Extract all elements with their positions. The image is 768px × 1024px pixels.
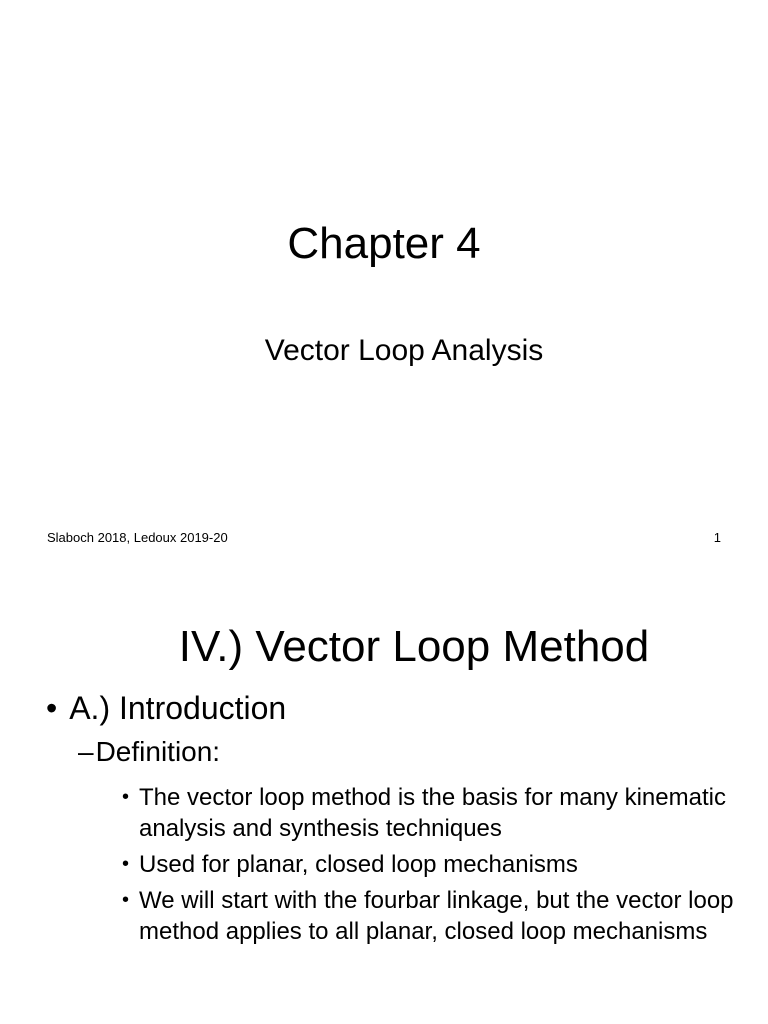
bullet-marker: • [122,786,130,808]
list-item-text: Used for planar, closed loop mechanisms [139,851,578,878]
bullet-marker: • [122,889,130,911]
bullet-text: Definition: [95,736,221,767]
footer-credit: Slaboch 2018, Ledoux 2019-20 [47,530,228,545]
list-item [122,885,742,947]
bullet-marker: • [46,690,58,726]
definition-list [122,782,742,952]
dash-marker: – [78,736,94,767]
bullet-introduction [46,688,286,728]
bullet-definition [78,734,220,770]
bullet-marker: • [122,853,130,875]
chapter-title: Chapter 4 [287,219,481,268]
list-item-text: We will start with the fourbar linkage, but the vector loop method applies to all planar, closed loop mechanisms [139,887,734,945]
bullet-text: A.) Introduction [69,690,287,726]
page-number: 1 [713,530,721,545]
list-item-text: The vector loop method is the basis for many kinematic analysis and synthesis techniques [139,784,726,842]
list-item [122,849,742,880]
section-title: IV.) Vector Loop Method [178,622,650,671]
slide-vector-loop-method [0,576,768,1024]
chapter-subtitle: Vector Loop Analysis [264,334,544,367]
list-item [122,782,742,844]
